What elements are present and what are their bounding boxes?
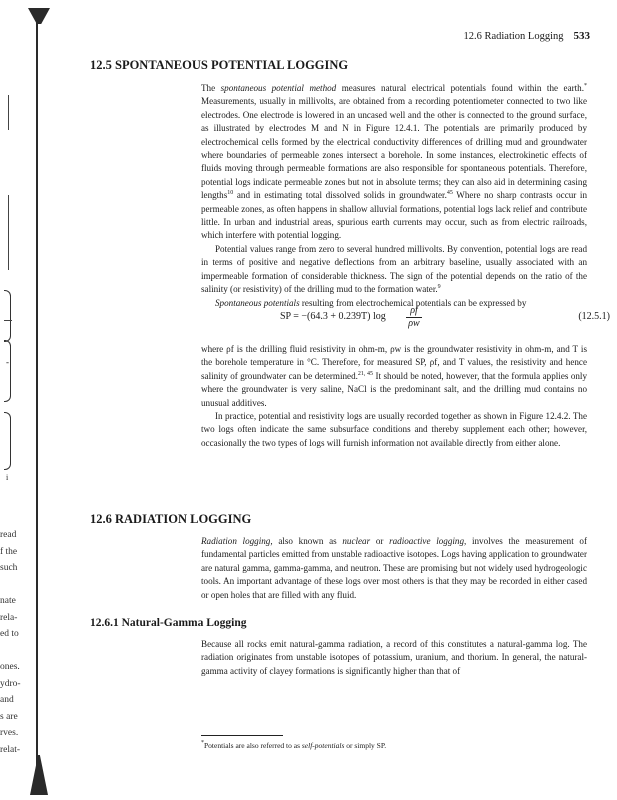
bleed-line: nate: [0, 596, 16, 606]
gutter-mark: [8, 195, 9, 270]
running-head-section: 12.6 Radiation Logging: [463, 31, 564, 42]
term: Radiation logging,: [201, 536, 273, 546]
paragraph: In practice, potential and resistivity logs are usually recorded together as shown in Figure 12.4.2. The two logs often indicate the same subsurface conditions and thereby supplement each other; however, occasionally the two types of logs will furnish information not available directly from either alone.: [201, 411, 587, 448]
bleed-line: f the: [0, 546, 18, 557]
bleed-line: ed to: [0, 629, 19, 639]
paragraph: Because all rocks emit natural-gamma radiation, a record of this constitutes a natural-gamma log. The radiation originates from unstable isotopes of potassium, uranium, and thorium. In general, the natural-gamma activity of clayey formations is significantly higher than that of: [201, 639, 587, 676]
citation: 45: [446, 190, 453, 197]
binding-clip-bottom: [30, 755, 48, 795]
equation-fraction: [406, 305, 422, 330]
left-page-bleed: [0, 527, 36, 758]
term: spontaneous potential method: [220, 83, 337, 93]
gutter-bracket: [4, 340, 11, 402]
footnote-mark: *: [201, 740, 204, 746]
bleed-line: [0, 643, 36, 660]
bleed-line: [0, 577, 36, 594]
section-heading-12-6: 12.6 RADIATION LOGGING: [90, 512, 252, 526]
bleed-line: relat-: [0, 744, 21, 755]
bleed-line: such: [0, 563, 18, 573]
bleed-line: rela-: [0, 612, 18, 623]
footnote: *Potentials are also referred to as self-potentials or simply SP.: [201, 740, 387, 750]
equation-12-5-1: [280, 305, 610, 335]
equation-denominator: ρw: [408, 318, 420, 329]
paragraph: Potential values range from zero to several hundred millivolts. By convention, potential logs are read in terms of positive and negative deflections from an arbitrary baseline, usually associated with an impermeable formation of considerable thickness. The sign of the potential depends on the ratio of the salinity (or resistivity) of the drilling mud to the formation water.$^9$: [201, 243, 587, 295]
term: radioactive logging,: [389, 536, 467, 546]
bleed-line: ones.: [0, 662, 20, 672]
citation: 9: [437, 284, 441, 291]
paragraph: where ρf is the drilling fluid resistivity in ohm-m, ρw is the groundwater resistivity in ohm-m, and T is the borehole temperature in °C. Therefore, for measured SP, ρf, and T values, the resistivity and hence salinity of groundwater can be determined.$^{21, 45}$ It should be noted, however, that the formula applies only where the groundwater is very saline, NaCl is the predominant salt, and the drilling mud contains no unusual additives.: [201, 344, 588, 408]
gutter-bracket: [4, 412, 11, 470]
binding-edge: [36, 20, 38, 790]
paragraph: Radiation logging, also known as nuclear or radioactive logging, involves the measurement of fundamental particles emitted from unstable radioactive isotopes. Logs having application to groundwater are natural gamma, gamma-gamma, and neutron. These are promising but not widely used hydrogeologic tools. An important advantage of these logs over most others is that they may be recorded in either cased or open holes that are filled with any fluid.: [201, 536, 588, 600]
term: Spontaneous potentials: [215, 297, 300, 308]
term: nuclear: [342, 536, 371, 546]
bleed-line: s are: [0, 711, 18, 722]
binding-clip: [28, 8, 50, 24]
footnote-rule: [201, 735, 283, 736]
citation: 21, 45: [357, 370, 374, 377]
gutter-mark: [8, 95, 9, 130]
bleed-line: and: [0, 695, 14, 705]
section-12-6-1-body: [201, 638, 587, 678]
section-12-5-body-continued: [201, 343, 587, 450]
bleed-line: read: [0, 530, 17, 540]
section-12-5-body: [201, 82, 587, 310]
section-heading-12-6-1: 12.6.1 Natural-Gamma Logging: [90, 617, 247, 629]
gutter-dash: -: [6, 357, 9, 367]
citation: 10: [227, 190, 234, 197]
equation-numerator: ρf: [406, 305, 422, 318]
gutter-mark: [4, 320, 12, 321]
bleed-line: ydro-: [0, 678, 21, 689]
term: self-potentials: [301, 741, 345, 750]
section-12-6-body: [201, 535, 587, 602]
section-heading-12-5: 12.5 SPONTANEOUS POTENTIAL LOGGING: [90, 58, 349, 72]
equation-lhs: SP = −(64.3 + 0.239T) log: [280, 311, 386, 322]
page-number: 533: [573, 30, 590, 42]
paragraph: Spontaneous potentials resulting from electrochemical potentials can be expressed by: [215, 297, 527, 308]
gutter-bracket: [4, 290, 11, 342]
paragraph: The spontaneous potential method measures natural electrical potentials found within the earth.* Measurements, usually in millivolts, are obtained from a recording potentiometer connected to two like electrodes. One electrode is lowered in an uncased well and the other is connected to the ground surface, as illustrated by electrodes M and N in Figure 12.4.1. The potentials are primarily produced by electrochemical cells formed by the electrical conductivity differences of drilling mud and groundwater where boundaries of permeable zones intersect a borehole. In some instances, electrokinetic effects of fluids moving through permeable formations are also responsible for spontaneous potentials. Therefore, potential logs indicate permeable zones but not in absolute terms; they can also aid in determining casing lengths$^{10}$ and in estimating total dissolved solids in groundwater.$^{45}$ Where no sharp contrasts occur in permeable zones, as often happens in shallow alluvial formations, potential logs lack relief and contribute little. In urban and industrial areas, spurious earth currents may occur, such as from electric railroads, which interfere with potential logging.: [201, 83, 587, 241]
footnote-mark: *: [583, 83, 587, 89]
running-head: [463, 30, 590, 42]
gutter-glyph: i: [6, 473, 9, 482]
equation-number: (12.5.1): [578, 311, 610, 322]
bleed-line: rves.: [0, 728, 19, 738]
